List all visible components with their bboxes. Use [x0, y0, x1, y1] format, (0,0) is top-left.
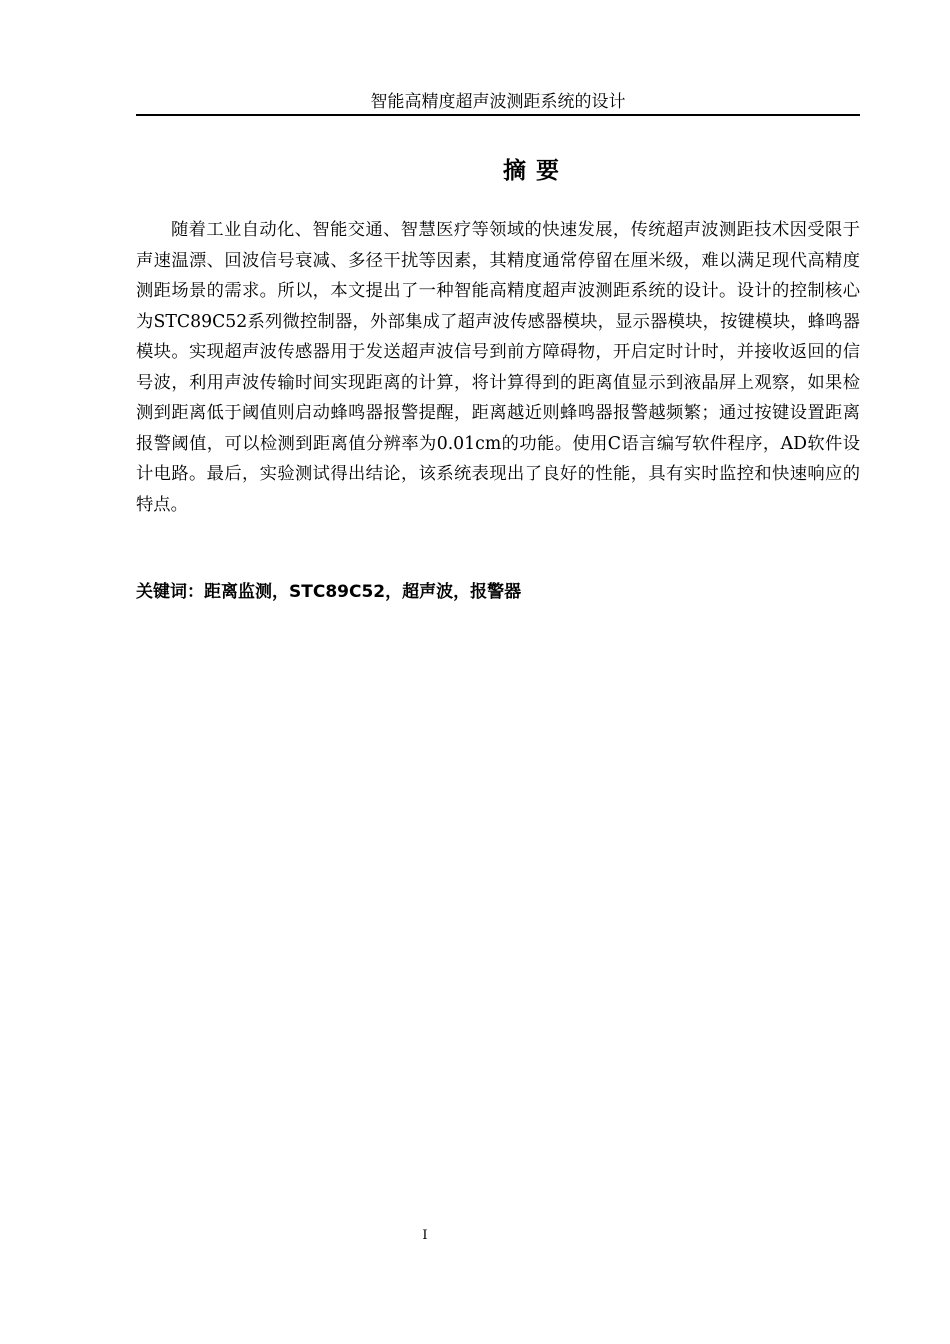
header-rule	[136, 114, 860, 116]
abstract-title: 摘要	[503, 158, 569, 184]
running-header: 智能高精度超声波测距系统的设计	[370, 92, 626, 112]
page-number: I	[422, 1228, 428, 1243]
abstract-body: 随着工业自动化、智能交通、智慧医疗等领域的快速发展，传统超声波测距技术因受限于声速温漂、回波信号衰减、多径干扰等因素，其精度通常停留在厘米级，难以满足现代高精度测距场景的需求。所以，本文提出了一种智能高精度超声波测距系统的设计。设计的控制核心为STC89C52系列微控制器，外部集成了超声波传感器模块，显示器模块，按键模块，蜂鸣器模块。实现超声波传感器用于发送超声波信号到前方障碍物，开启定时计时，并接收返回的信号波，利用声波传输时间实现距离的计算，将计算得到的距离值显示到液晶屏上观察，如果检测到距离低于阈值则启动蜂鸣器报警提醒，距离越近则蜂鸣器报警越频繁；通过按键设置距离报警阈值，可以检测到距离值分辨率为0.01cm的功能。使用C语言编写软件程序，AD软件设计电路。最后，实验测试得出结论，该系统表现出了良好的性能，具有实时监控和快速响应的特点。	[136, 220, 860, 515]
keywords: 关键词：距离监测，STC89C52，超声波，报警器	[136, 582, 522, 602]
